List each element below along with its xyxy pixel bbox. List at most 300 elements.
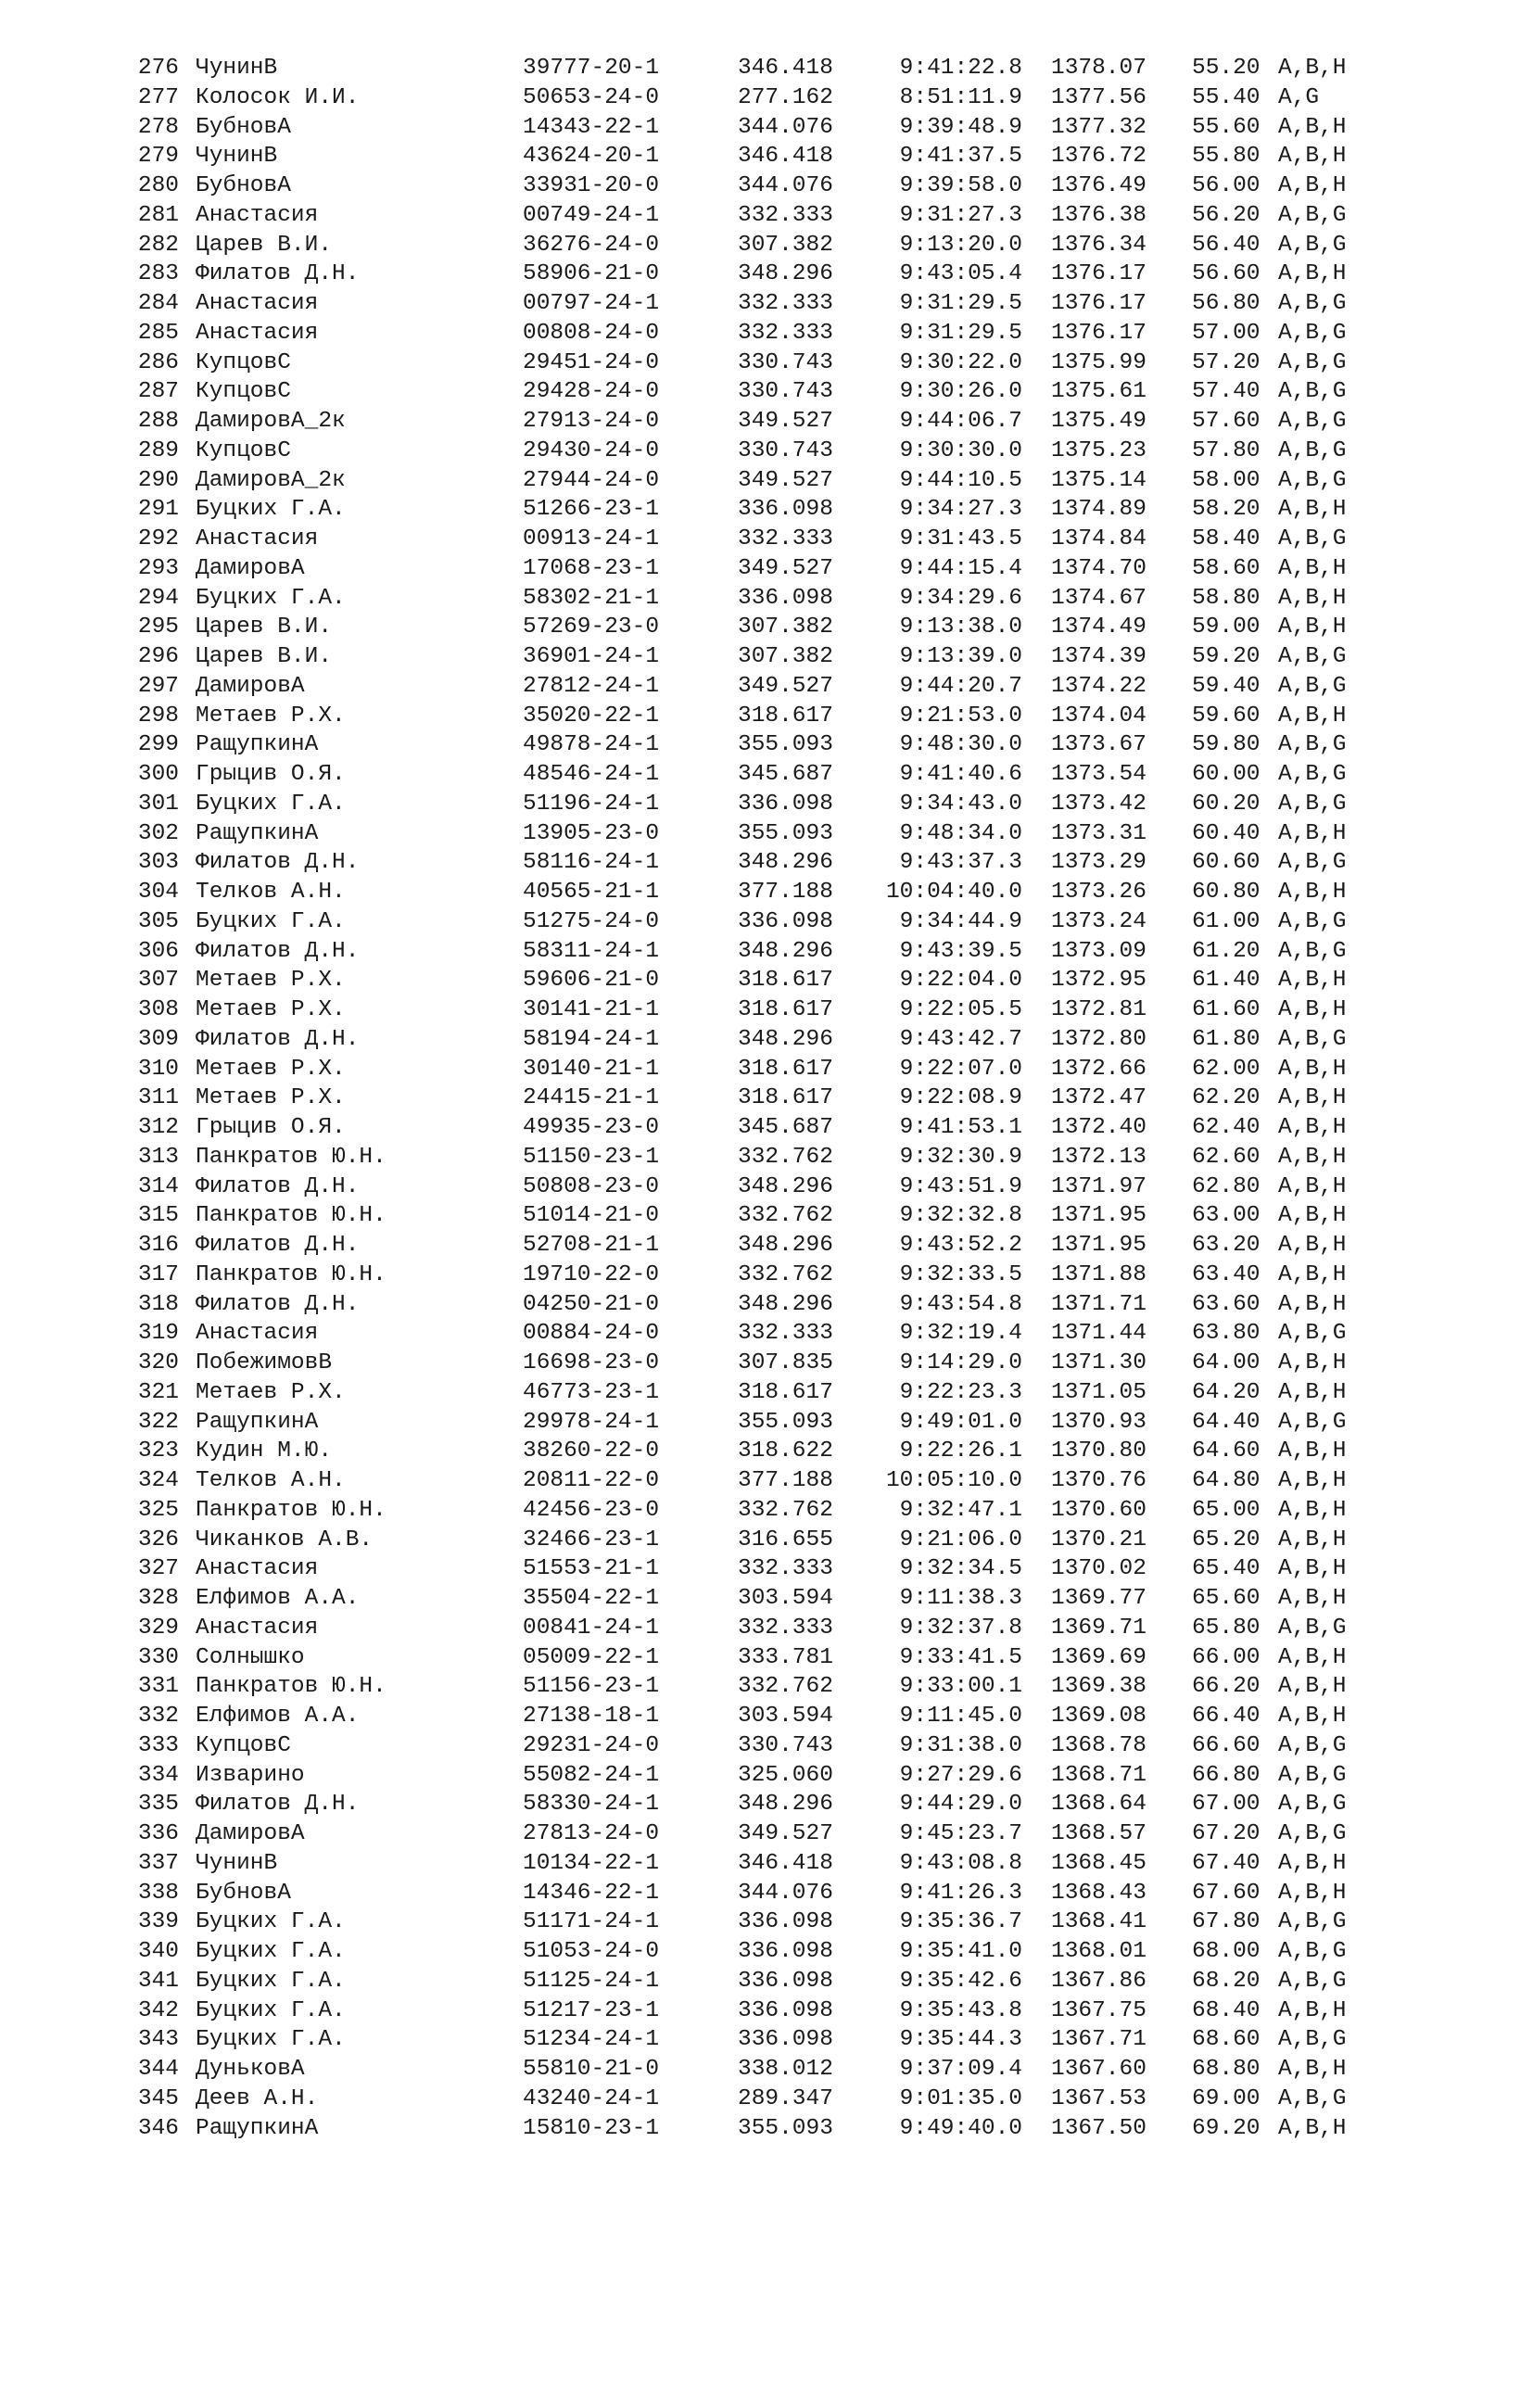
distance-cell: 332.333	[738, 291, 833, 316]
name-cell: ДамировА_2к	[196, 409, 346, 434]
speed-cell: 1377.56	[1051, 84, 1147, 110]
place-cell: 328	[137, 1586, 179, 1611]
flight-time-cell: 9:44:06.7	[899, 409, 1022, 434]
speed-cell: 1371.88	[1051, 1261, 1147, 1287]
coefficient-cell: 60.40	[1192, 820, 1261, 846]
name-cell: Буцких Г.А.	[196, 585, 346, 611]
flight-time-cell: 9:41:26.3	[899, 1880, 1022, 1906]
speed-cell: 1374.67	[1051, 585, 1147, 611]
place-cell: 309	[137, 1026, 179, 1052]
name-cell: ДамировА	[196, 673, 305, 699]
distance-cell: 336.098	[738, 1968, 833, 1994]
flight-time-cell: 9:41:40.6	[899, 762, 1022, 787]
place-cell: 305	[137, 908, 179, 934]
categories-cell: A,B,G	[1278, 467, 1347, 493]
flight-time-cell: 9:32:37.8	[899, 1615, 1022, 1641]
distance-cell: 332.333	[738, 526, 833, 551]
coefficient-cell: 57.00	[1192, 320, 1261, 346]
table-row	[0, 672, 1533, 702]
coefficient-cell: 56.00	[1192, 173, 1261, 198]
coefficient-cell: 60.00	[1192, 762, 1261, 787]
speed-cell: 1372.40	[1051, 1115, 1147, 1140]
ring-number-cell: 51053-24-0	[523, 1939, 660, 1964]
name-cell: КупцовС	[196, 379, 291, 405]
ring-number-cell: 00797-24-1	[523, 291, 660, 316]
place-cell: 284	[137, 291, 179, 316]
name-cell: Буцких Г.А.	[196, 1997, 346, 2023]
ring-number-cell: 30140-21-1	[523, 1056, 660, 1082]
ring-number-cell: 51156-23-1	[523, 1674, 660, 1700]
name-cell: ЧунинВ	[196, 144, 278, 170]
ring-number-cell: 10134-22-1	[523, 1850, 660, 1876]
place-cell: 318	[137, 1291, 179, 1317]
place-cell: 310	[137, 1056, 179, 1082]
place-cell: 342	[137, 1997, 179, 2023]
speed-cell: 1376.17	[1051, 261, 1147, 287]
place-cell: 322	[137, 1409, 179, 1435]
categories-cell: A,B,H	[1278, 1261, 1347, 1287]
table-row	[0, 937, 1533, 967]
distance-cell: 344.076	[738, 1880, 833, 1906]
ring-number-cell: 42456-23-0	[523, 1497, 660, 1523]
place-cell: 325	[137, 1497, 179, 1523]
categories-cell: A,B,H	[1278, 1350, 1347, 1375]
categories-cell: A,B,G	[1278, 349, 1347, 375]
distance-cell: 355.093	[738, 820, 833, 846]
speed-cell: 1374.49	[1051, 615, 1147, 640]
distance-cell: 345.687	[738, 762, 833, 787]
table-row	[0, 1907, 1533, 1937]
flight-time-cell: 9:22:07.0	[899, 1056, 1022, 1082]
flight-time-cell: 9:21:53.0	[899, 703, 1022, 729]
name-cell: Буцких Г.А.	[196, 1968, 346, 1994]
coefficient-cell: 64.20	[1192, 1379, 1261, 1405]
flight-time-cell: 9:33:41.5	[899, 1644, 1022, 1670]
distance-cell: 349.527	[738, 555, 833, 581]
name-cell: Буцких Г.А.	[196, 1909, 346, 1935]
categories-cell: A,B,H	[1278, 1880, 1347, 1906]
categories-cell: A,B,H	[1278, 144, 1347, 170]
coefficient-cell: 61.80	[1192, 1026, 1261, 1052]
speed-cell: 1373.54	[1051, 762, 1147, 787]
distance-cell: 355.093	[738, 2115, 833, 2141]
place-cell: 300	[137, 762, 179, 787]
place-cell: 343	[137, 2027, 179, 2053]
coefficient-cell: 58.20	[1192, 497, 1261, 523]
distance-cell: 289.347	[738, 2085, 833, 2111]
ring-number-cell: 14343-22-1	[523, 114, 660, 140]
speed-cell: 1368.78	[1051, 1732, 1147, 1758]
coefficient-cell: 59.40	[1192, 673, 1261, 699]
flight-time-cell: 9:41:22.8	[899, 56, 1022, 81]
table-row	[0, 1231, 1533, 1261]
table-row	[0, 1319, 1533, 1349]
place-cell: 332	[137, 1704, 179, 1729]
distance-cell: 318.622	[738, 1438, 833, 1464]
distance-cell: 349.527	[738, 467, 833, 493]
ring-number-cell: 24415-21-1	[523, 1085, 660, 1111]
categories-cell: A,B,G	[1278, 526, 1347, 551]
table-row	[0, 613, 1533, 642]
coefficient-cell: 60.60	[1192, 850, 1261, 876]
distance-cell: 332.333	[738, 320, 833, 346]
table-row	[0, 1201, 1533, 1231]
ring-number-cell: 51171-24-1	[523, 1909, 660, 1935]
coefficient-cell: 60.80	[1192, 880, 1261, 905]
name-cell: Филатов Д.Н.	[196, 1233, 360, 1258]
flight-time-cell: 9:27:29.6	[899, 1762, 1022, 1788]
distance-cell: 318.617	[738, 968, 833, 994]
categories-cell: A,B,H	[1278, 1468, 1347, 1493]
coefficient-cell: 67.00	[1192, 1792, 1261, 1818]
place-cell: 319	[137, 1321, 179, 1347]
flight-time-cell: 9:39:48.9	[899, 114, 1022, 140]
speed-cell: 1368.45	[1051, 1850, 1147, 1876]
table-row	[0, 642, 1533, 672]
speed-cell: 1375.61	[1051, 379, 1147, 405]
speed-cell: 1374.84	[1051, 526, 1147, 551]
coefficient-cell: 66.60	[1192, 1732, 1261, 1758]
coefficient-cell: 65.00	[1192, 1497, 1261, 1523]
distance-cell: 332.762	[738, 1261, 833, 1287]
place-cell: 307	[137, 968, 179, 994]
coefficient-cell: 56.80	[1192, 291, 1261, 316]
flight-time-cell: 9:43:54.8	[899, 1291, 1022, 1317]
table-row	[0, 1937, 1533, 1967]
place-cell: 330	[137, 1644, 179, 1670]
distance-cell: 348.296	[738, 1291, 833, 1317]
table-row	[0, 848, 1533, 878]
distance-cell: 348.296	[738, 1026, 833, 1052]
distance-cell: 344.076	[738, 173, 833, 198]
coefficient-cell: 66.40	[1192, 1704, 1261, 1729]
coefficient-cell: 64.40	[1192, 1409, 1261, 1435]
speed-cell: 1368.43	[1051, 1880, 1147, 1906]
distance-cell: 318.617	[738, 1379, 833, 1405]
ring-number-cell: 49878-24-1	[523, 732, 660, 758]
coefficient-cell: 62.60	[1192, 1144, 1261, 1170]
name-cell: Анастасия	[196, 320, 319, 346]
name-cell: Грыцив О.Я.	[196, 762, 346, 787]
ring-number-cell: 51014-21-0	[523, 1203, 660, 1229]
place-cell: 291	[137, 497, 179, 523]
coefficient-cell: 63.40	[1192, 1261, 1261, 1287]
categories-cell: A,B,H	[1278, 585, 1347, 611]
categories-cell: A,B,G	[1278, 320, 1347, 346]
ring-number-cell: 57269-23-0	[523, 615, 660, 640]
place-cell: 333	[137, 1732, 179, 1758]
distance-cell: 330.743	[738, 379, 833, 405]
distance-cell: 377.188	[738, 1468, 833, 1493]
flight-time-cell: 9:32:34.5	[899, 1556, 1022, 1582]
coefficient-cell: 65.60	[1192, 1586, 1261, 1611]
results-table	[0, 54, 1533, 2143]
place-cell: 313	[137, 1144, 179, 1170]
coefficient-cell: 67.40	[1192, 1850, 1261, 1876]
coefficient-cell: 64.00	[1192, 1350, 1261, 1375]
table-row	[0, 319, 1533, 349]
speed-cell: 1374.04	[1051, 703, 1147, 729]
place-cell: 338	[137, 1880, 179, 1906]
name-cell: КупцовС	[196, 349, 291, 375]
categories-cell: A,B,G	[1278, 762, 1347, 787]
speed-cell: 1372.80	[1051, 1026, 1147, 1052]
ring-number-cell: 05009-22-1	[523, 1644, 660, 1670]
table-row	[0, 201, 1533, 231]
ring-number-cell: 51125-24-1	[523, 1968, 660, 1994]
coefficient-cell: 56.60	[1192, 261, 1261, 287]
place-cell: 288	[137, 409, 179, 434]
name-cell: БубновА	[196, 114, 291, 140]
coefficient-cell: 68.60	[1192, 2027, 1261, 2053]
categories-cell: A,B,H	[1278, 261, 1347, 287]
distance-cell: 303.594	[738, 1586, 833, 1611]
flight-time-cell: 9:22:08.9	[899, 1085, 1022, 1111]
table-row	[0, 1819, 1533, 1849]
name-cell: Панкратов Ю.Н.	[196, 1203, 386, 1229]
name-cell: Буцких Г.А.	[196, 791, 346, 817]
place-cell: 295	[137, 615, 179, 640]
coefficient-cell: 61.00	[1192, 908, 1261, 934]
name-cell: Панкратов Ю.Н.	[196, 1497, 386, 1523]
table-row	[0, 1643, 1533, 1673]
speed-cell: 1370.76	[1051, 1468, 1147, 1493]
place-cell: 329	[137, 1615, 179, 1641]
place-cell: 317	[137, 1261, 179, 1287]
flight-time-cell: 9:13:38.0	[899, 615, 1022, 640]
ring-number-cell: 51553-21-1	[523, 1556, 660, 1582]
distance-cell: 316.655	[738, 1527, 833, 1553]
speed-cell: 1372.66	[1051, 1056, 1147, 1082]
distance-cell: 377.188	[738, 880, 833, 905]
speed-cell: 1377.32	[1051, 114, 1147, 140]
coefficient-cell: 68.80	[1192, 2057, 1261, 2082]
table-row	[0, 171, 1533, 201]
place-cell: 327	[137, 1556, 179, 1582]
coefficient-cell: 63.20	[1192, 1233, 1261, 1258]
table-row	[0, 1702, 1533, 1731]
place-cell: 289	[137, 437, 179, 463]
table-row	[0, 1172, 1533, 1202]
coefficient-cell: 59.20	[1192, 644, 1261, 669]
distance-cell: 307.382	[738, 644, 833, 669]
place-cell: 294	[137, 585, 179, 611]
distance-cell: 348.296	[738, 1233, 833, 1258]
categories-cell: A,B,H	[1278, 1997, 1347, 2023]
flight-time-cell: 9:31:29.5	[899, 320, 1022, 346]
speed-cell: 1375.99	[1051, 349, 1147, 375]
ring-number-cell: 29430-24-0	[523, 437, 660, 463]
ring-number-cell: 51234-24-1	[523, 2027, 660, 2053]
place-cell: 341	[137, 1968, 179, 1994]
table-row	[0, 1526, 1533, 1555]
name-cell: Панкратов Ю.Н.	[196, 1674, 386, 1700]
name-cell: Анастасия	[196, 202, 319, 228]
name-cell: Панкратов Ю.Н.	[196, 1144, 386, 1170]
name-cell: Анастасия	[196, 526, 319, 551]
ring-number-cell: 29231-24-0	[523, 1732, 660, 1758]
categories-cell: A,B,H	[1278, 880, 1347, 905]
name-cell: Деев А.Н.	[196, 2085, 319, 2111]
ring-number-cell: 29978-24-1	[523, 1409, 660, 1435]
name-cell: РащупкинА	[196, 1409, 319, 1435]
table-row	[0, 1554, 1533, 1584]
table-row	[0, 1967, 1533, 1996]
table-row	[0, 495, 1533, 525]
speed-cell: 1373.09	[1051, 938, 1147, 964]
categories-cell: A,B,H	[1278, 1115, 1347, 1140]
name-cell: Филатов Д.Н.	[196, 1291, 360, 1317]
ring-number-cell: 48546-24-1	[523, 762, 660, 787]
categories-cell: A,B,G	[1278, 2027, 1347, 2053]
place-cell: 335	[137, 1792, 179, 1818]
name-cell: Метаев Р.Х.	[196, 1056, 346, 1082]
speed-cell: 1374.39	[1051, 644, 1147, 669]
place-cell: 286	[137, 349, 179, 375]
name-cell: Анастасия	[196, 291, 319, 316]
coefficient-cell: 55.60	[1192, 114, 1261, 140]
ring-number-cell: 17068-23-1	[523, 555, 660, 581]
categories-cell: A,B,G	[1278, 732, 1347, 758]
speed-cell: 1373.42	[1051, 791, 1147, 817]
coefficient-cell: 59.60	[1192, 703, 1261, 729]
speed-cell: 1368.71	[1051, 1762, 1147, 1788]
flight-time-cell: 9:44:20.7	[899, 673, 1022, 699]
flight-time-cell: 9:30:26.0	[899, 379, 1022, 405]
place-cell: 287	[137, 379, 179, 405]
distance-cell: 336.098	[738, 1909, 833, 1935]
coefficient-cell: 56.40	[1192, 232, 1261, 258]
speed-cell: 1369.71	[1051, 1615, 1147, 1641]
table-row	[0, 1672, 1533, 1702]
speed-cell: 1367.53	[1051, 2085, 1147, 2111]
table-row	[0, 1584, 1533, 1614]
flight-time-cell: 9:48:30.0	[899, 732, 1022, 758]
place-cell: 296	[137, 644, 179, 669]
ring-number-cell: 59606-21-0	[523, 968, 660, 994]
name-cell: ПобежимовВ	[196, 1350, 333, 1375]
ring-number-cell: 58116-24-1	[523, 850, 660, 876]
flight-time-cell: 9:11:38.3	[899, 1586, 1022, 1611]
speed-cell: 1378.07	[1051, 56, 1147, 81]
flight-time-cell: 9:35:43.8	[899, 1997, 1022, 2023]
coefficient-cell: 61.40	[1192, 968, 1261, 994]
place-cell: 285	[137, 320, 179, 346]
table-row	[0, 878, 1533, 907]
speed-cell: 1372.81	[1051, 997, 1147, 1022]
table-row	[0, 1731, 1533, 1761]
flight-time-cell: 9:41:53.1	[899, 1115, 1022, 1140]
ring-number-cell: 36901-24-1	[523, 644, 660, 669]
coefficient-cell: 63.60	[1192, 1291, 1261, 1317]
speed-cell: 1371.44	[1051, 1321, 1147, 1347]
name-cell: Филатов Д.Н.	[196, 938, 360, 964]
ring-number-cell: 51196-24-1	[523, 791, 660, 817]
table-row	[0, 966, 1533, 995]
categories-cell: A,B,G	[1278, 791, 1347, 817]
ring-number-cell: 32466-23-1	[523, 1527, 660, 1553]
coefficient-cell: 66.00	[1192, 1644, 1261, 1670]
name-cell: Кудин М.Ю.	[196, 1438, 333, 1464]
distance-cell: 336.098	[738, 1997, 833, 2023]
distance-cell: 332.762	[738, 1144, 833, 1170]
place-cell: 340	[137, 1939, 179, 1964]
speed-cell: 1373.26	[1051, 880, 1147, 905]
place-cell: 321	[137, 1379, 179, 1405]
flight-time-cell: 9:39:58.0	[899, 173, 1022, 198]
speed-cell: 1369.38	[1051, 1674, 1147, 1700]
ring-number-cell: 33931-20-0	[523, 173, 660, 198]
distance-cell: 346.418	[738, 56, 833, 81]
ring-number-cell: 35020-22-1	[523, 703, 660, 729]
place-cell: 336	[137, 1821, 179, 1846]
ring-number-cell: 27138-18-1	[523, 1704, 660, 1729]
name-cell: БубновА	[196, 1880, 291, 1906]
distance-cell: 348.296	[738, 850, 833, 876]
distance-cell: 332.333	[738, 1556, 833, 1582]
place-cell: 298	[137, 703, 179, 729]
categories-cell: A,B,H	[1278, 1085, 1347, 1111]
table-row	[0, 377, 1533, 407]
categories-cell: A,B,G	[1278, 1762, 1347, 1788]
coefficient-cell: 58.60	[1192, 555, 1261, 581]
place-cell: 280	[137, 173, 179, 198]
ring-number-cell: 58906-21-0	[523, 261, 660, 287]
categories-cell: A,B,G	[1278, 673, 1347, 699]
flight-time-cell: 9:30:22.0	[899, 349, 1022, 375]
categories-cell: A,B,H	[1278, 820, 1347, 846]
place-cell: 324	[137, 1468, 179, 1493]
table-row	[0, 466, 1533, 496]
categories-cell: A,B,H	[1278, 56, 1347, 81]
flight-time-cell: 9:44:29.0	[899, 1792, 1022, 1818]
distance-cell: 348.296	[738, 938, 833, 964]
flight-time-cell: 9:31:29.5	[899, 291, 1022, 316]
place-cell: 304	[137, 880, 179, 905]
name-cell: Панкратов Ю.Н.	[196, 1261, 386, 1287]
speed-cell: 1369.77	[1051, 1586, 1147, 1611]
flight-time-cell: 9:13:20.0	[899, 232, 1022, 258]
distance-cell: 332.762	[738, 1497, 833, 1523]
table-row	[0, 995, 1533, 1025]
place-cell: 345	[137, 2085, 179, 2111]
speed-cell: 1372.13	[1051, 1144, 1147, 1170]
name-cell: БубновА	[196, 173, 291, 198]
name-cell: ДуньковА	[196, 2057, 305, 2082]
speed-cell: 1370.93	[1051, 1409, 1147, 1435]
table-row	[0, 1290, 1533, 1320]
ring-number-cell: 50808-23-0	[523, 1173, 660, 1199]
name-cell: Колосок И.И.	[196, 84, 360, 110]
name-cell: Метаев Р.Х.	[196, 1085, 346, 1111]
place-cell: 326	[137, 1527, 179, 1553]
name-cell: Телков А.Н.	[196, 1468, 346, 1493]
distance-cell: 332.333	[738, 1615, 833, 1641]
flight-time-cell: 9:34:44.9	[899, 908, 1022, 934]
flight-time-cell: 9:33:00.1	[899, 1674, 1022, 1700]
place-cell: 334	[137, 1762, 179, 1788]
name-cell: Анастасия	[196, 1556, 319, 1582]
place-cell: 337	[137, 1850, 179, 1876]
distance-cell: 349.527	[738, 673, 833, 699]
ring-number-cell: 50653-24-0	[523, 84, 660, 110]
speed-cell: 1368.01	[1051, 1939, 1147, 1964]
coefficient-cell: 57.80	[1192, 437, 1261, 463]
name-cell: Буцких Г.А.	[196, 1939, 346, 1964]
coefficient-cell: 58.00	[1192, 467, 1261, 493]
categories-cell: A,B,H	[1278, 1144, 1347, 1170]
coefficient-cell: 66.80	[1192, 1762, 1261, 1788]
